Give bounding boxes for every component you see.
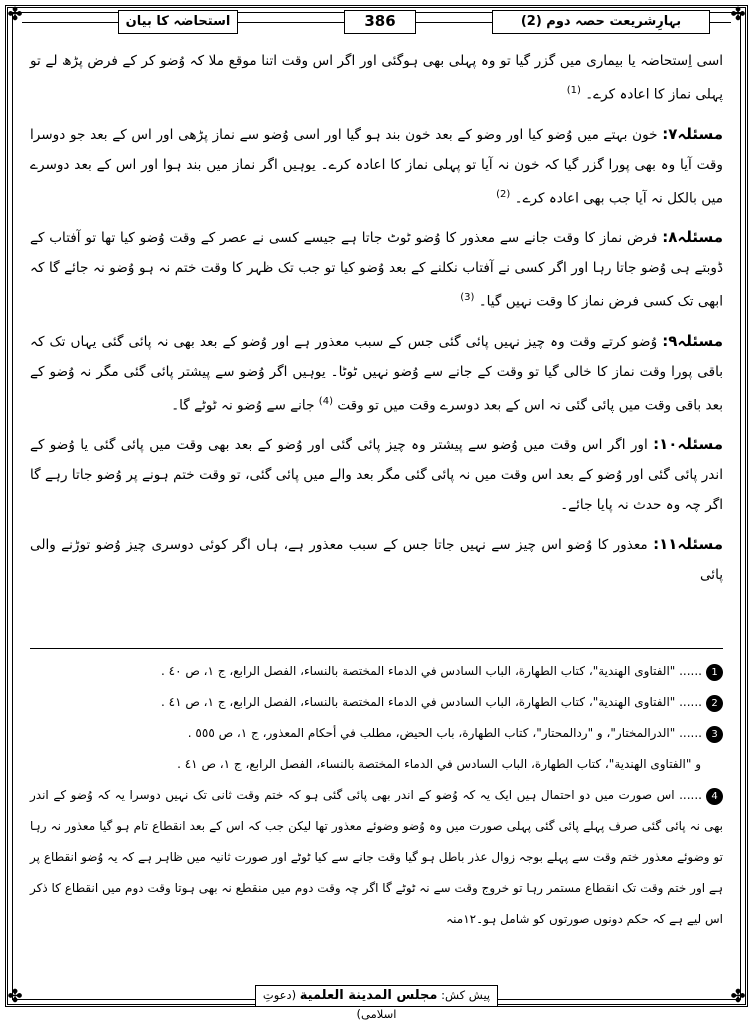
paragraph-text: جانے سے وُضو نہ ٹوٹے گا۔	[171, 397, 315, 414]
footnote-ref: (3)	[460, 292, 475, 304]
header-rule	[416, 22, 492, 23]
page-header	[22, 10, 731, 36]
footnote-number: 4	[706, 788, 723, 805]
footnote	[30, 718, 723, 749]
corner-ornament-icon: ✤	[730, 4, 746, 25]
footnote-separator	[30, 648, 723, 649]
book-title: بہارِشریعت حصہ دوم (2)	[492, 10, 710, 34]
paragraph	[30, 46, 723, 110]
masala-label: مسئلہ۱۰:	[653, 435, 723, 454]
footnote	[30, 780, 723, 935]
paragraph	[30, 326, 723, 421]
footnote-ref: (1)	[566, 85, 581, 96]
masala-label: مسئلہ۸:	[662, 228, 723, 247]
page-number: 386	[344, 10, 416, 34]
header-rule	[710, 22, 731, 23]
paragraph	[30, 429, 723, 520]
masala-label: مسئلہ۹:	[662, 331, 723, 350]
footnote-text: ...... "الفتاوى الهندية"، كتاب الطهارة، الباب السادس في الدماء المختصة بالنساء، الفصل الرابع، ج ١، ص ٤٠ .	[161, 664, 702, 678]
footnote-number: 1	[706, 664, 723, 681]
footnote-text: ...... اس صورت میں دو احتمال ہیں ایک یہ کہ وُضو کے اندر بھی پائی گئی ہو کہ ختم وقت ثانی تک نہیں دوسرا یہ کہ وُضو کے اندر بھی نہ پائی گئی صرف پہلے پائی گئی پہلی صورت میں وہ وُضو وضوئے معذور تھا لیکن جب کہ اس کے بعد انقطاع تام ہو گیا معذور نہ رہا تو وضوئے معذور ختم وقت سے پہلے بوجہ زوال عذر باطل ہو گیا وقت جانے سے کیا ٹوٹے اور صورت ثانیہ میں ظاہر ہے کہ یہ وُضو انقطاع پر ہے اور ختم وقت تک انقطاع مستمر رہا تو خروج وقت سے نہ ٹوٹے گا اگر چہ وقت دوم میں منقطع نہ بھی ہوتا وقت دوم میں انقطاع کا ذکر اس لیے ہے کہ حکم دونوں صورتوں کو شامل ہو۔۱۲منہ	[30, 788, 723, 926]
header-rule	[22, 22, 118, 23]
footnote-text: ...... "الفتاوى الهندية"، كتاب الطهارة، الباب السادس في الدماء المختصة بالنساء، الفصل الرابع، ج ١، ص ٤١ .	[161, 695, 702, 709]
paragraph-text: اسی اِستحاضہ یا بیماری میں گزر گیا تو وہ پہلی بھی ہوگئی اور اگر اس وقت اتنا موقع ملا کہ وُضو کر کے فرض پڑھ لے تو پہلی نماز کا اعادہ کرے۔	[30, 53, 723, 103]
paragraph	[30, 119, 723, 214]
main-text	[30, 46, 723, 599]
paragraph-text: فرض نماز کا وقت جانے سے معذور کا وُضو ٹوٹ جاتا ہے جیسے کسی نے عصر کے وقت وُضو کیا تھا تو آفتاب کے ڈوبتے ہی وُضو جاتا رہا اور اگر کسی نے آفتاب نکلنے کے بعد وُضو کیا تو جب تک ظہر کا وقت ختم نہ ہو وُضو نہ جائے گا کہ ابھی تک کسی فرض نماز کا وقت نہیں گیا۔	[30, 230, 723, 310]
corner-ornament-icon: ✤	[7, 986, 23, 1007]
footnote-number: 2	[706, 695, 723, 712]
masala-label: مسئلہ۱۱:	[653, 535, 723, 554]
footnote-ref: (4)	[318, 395, 333, 407]
page-footer	[255, 985, 498, 1021]
chapter-title: استحاضہ کا بیان	[118, 10, 238, 34]
footer-prefix: پیش کش:	[441, 988, 491, 1002]
footnote	[30, 656, 723, 687]
paragraph-text: معذور کا وُضو اس چیز سے نہیں جاتا جس کے سبب معذور ہے، ہاں اگر کوئی دوسری چیز وُضو توڑنے والی پائی	[30, 537, 723, 584]
corner-ornament-icon: ✤	[730, 986, 746, 1007]
paragraph	[30, 529, 723, 590]
paragraph-text: خون بہتے میں وُضو کیا اور وضو کے بعد خون بند ہو گیا اور اسی وُضو سے نماز پڑھی اور اس کے بعد جو دوسرا وقت آیا وہ بھی پورا گزر گیا کہ خون نہ آیا تو پہلی نماز کا اعادہ کرے۔ یوہیں اگر نماز میں بند ہوا اور اس کے بعد دوسرے میں بالکل نہ آیا جب بھی اعادہ کرے۔	[30, 126, 723, 207]
footnote-text: ...... "الدرالمختار"، و "ردالمحتار"، كتاب الطهارة، باب الحيض، مطلب في أحكام المعذور، ج ١، ص ٥٥٥ .	[187, 726, 702, 740]
header-rule	[238, 22, 344, 23]
paragraph-text: اور اگر اس وقت میں وُضو سے پیشتر وہ چیز پائی گئی اور وُضو کے بعد بھی وقت میں پائی گئی یا وُضو کے اندر پائی گئی اور وُضو کے بعد اس وقت میں نہ پائی گئی مگر بعد والے میں پائی گئی، تو وقت ختم ہونے پر وُضو جاتا رہے گا اگر چہ وہ حدث نہ پایا جائے۔	[30, 437, 723, 514]
publisher-org: (دعوتِ اسلامی)	[262, 988, 397, 1021]
footnote-number: 3	[706, 726, 723, 743]
corner-ornament-icon: ✤	[7, 4, 23, 25]
footnotes	[30, 656, 723, 935]
paragraph	[30, 222, 723, 317]
footnote	[30, 749, 723, 780]
publisher-name: مجلس المدينة العلمية	[299, 988, 438, 1003]
paragraph-text: وُضو کرتے وقت وہ چیز نہیں پائی گئی جس کے سبب معذور ہے اور وُضو کے بعد بھی نہ پائی گئی یہاں تک کہ باقی پورا وقت نماز کا خالی گیا تو وقت کے جانے سے وُضو نہیں ٹوٹا۔ یوہیں اگر وُضو سے پیشتر پائی گئی مگر نہ وُضو کے بعد باقی وقت میں پائی گئی نہ اس کے بعد دوسرے وقت میں تو وقت	[30, 333, 723, 414]
masala-label: مسئلہ۷:	[662, 124, 723, 143]
footnote	[30, 687, 723, 718]
footnote-text: و "الفتاوى الهندية"، كتاب الطهارة، الباب السادس في الدماء المختصة بالنساء، الفصل الرابع، ج ١، ص ٤١ .	[177, 757, 701, 771]
footnote-ref: (2)	[496, 188, 511, 200]
